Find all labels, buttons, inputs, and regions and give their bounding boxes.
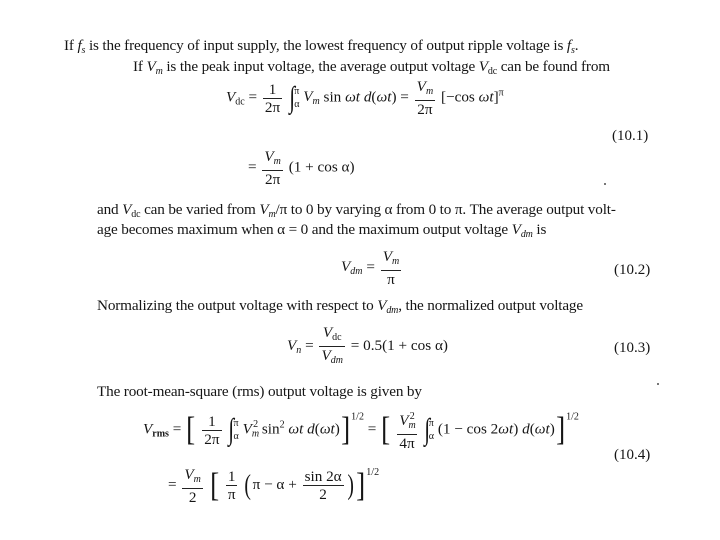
paragraph-2-line-2: age becomes maximum when α = 0 and the maximum output voltage $V_{dm}$ is <box>97 221 547 240</box>
equation-10-3-number: (10.3) <box>614 340 651 356</box>
equation-10-2: $V_{dm}$ = $\frac{V_m}{\pi}$ <box>341 248 400 288</box>
paragraph-3: Normalizing the output voltage with respect to $V_{dm}$, the normalized output voltage <box>97 297 583 316</box>
line2-end-text: can be found from <box>500 58 610 75</box>
para2-line2-text: age becomes maximum when α = 0 and the maximum output voltage <box>97 221 509 238</box>
paragraph-2-line-1: and $V_{dc}$ can be varied from $V_m/\pi$ to 0 by varying α from 0 to π. The average output volt- <box>97 201 616 220</box>
equation-10-4-number: (10.4) <box>614 447 651 463</box>
equation-10-2-number: (10.2) <box>614 262 651 278</box>
paragraph-4 <box>97 382 422 402</box>
equation-10-4-line-b: = $\frac{V_m}{2}$ [ $\frac{1}{\pi}$ (π − α + $\frac{\sin 2\alpha}{2}$ )]$^{1/2}$ <box>168 465 380 506</box>
equation-10-1-line-a: $V_{dc}$ = $\frac{1}{2\pi}$ ∫ π α $V_m$ sin ωt d(ωt) = $\frac{V_m}{2\pi}$ [−cos ωt]$^\pi$ <box>226 78 504 118</box>
equation-10-1-number: (10.1) <box>612 128 649 144</box>
equation-10-3: $V_n$ = $\frac{V_{dc}}{V_{dm}}$ = 0.5(1 + cos α) <box>287 324 448 366</box>
line1-text: is the frequency of input supply, the lowest frequency of output ripple voltage is <box>88 37 564 54</box>
equation-10-4-line-a: $V_{rms}$ = [ $\frac{1}{2\pi}$ ∫ π α $V_m^2$ $\sin^2 \omega t$ d(ωt)]$^{1/2}$ = [ $\frac{V_m^2}{4\pi}$ ∫ π α (1 − cos 2ωt) d(ωt)]$^{1/2}$ <box>143 408 579 452</box>
para4-text: The root-mean-square (rms) output voltage is given by <box>97 383 422 400</box>
paragraph-line-1: If $f_s$ is the frequency of input supply, the lowest frequency of output ripple voltage is $f_s$. <box>64 37 579 56</box>
para3-text: Normalizing the output voltage with respect to <box>97 297 374 314</box>
para2-a-text: can be varied from <box>144 201 256 218</box>
para3-end-text: , the normalized output voltage <box>398 297 583 314</box>
paragraph-line-2: If $V_m$ is the peak input voltage, the average output voltage $V_{dc}$ can be found from <box>133 58 610 77</box>
equation-10-1-line-b: = $\frac{V_m}{2\pi}$ (1 + cos α) <box>248 148 355 188</box>
scan-speck <box>604 183 606 185</box>
scan-speck <box>657 383 659 385</box>
line2-text: is the peak input voltage, the average output voltage <box>166 58 476 75</box>
para2-b-text: to 0 by varying α from 0 to π. The average output volt- <box>290 201 616 218</box>
para2-line2-end-text: is <box>536 221 547 238</box>
